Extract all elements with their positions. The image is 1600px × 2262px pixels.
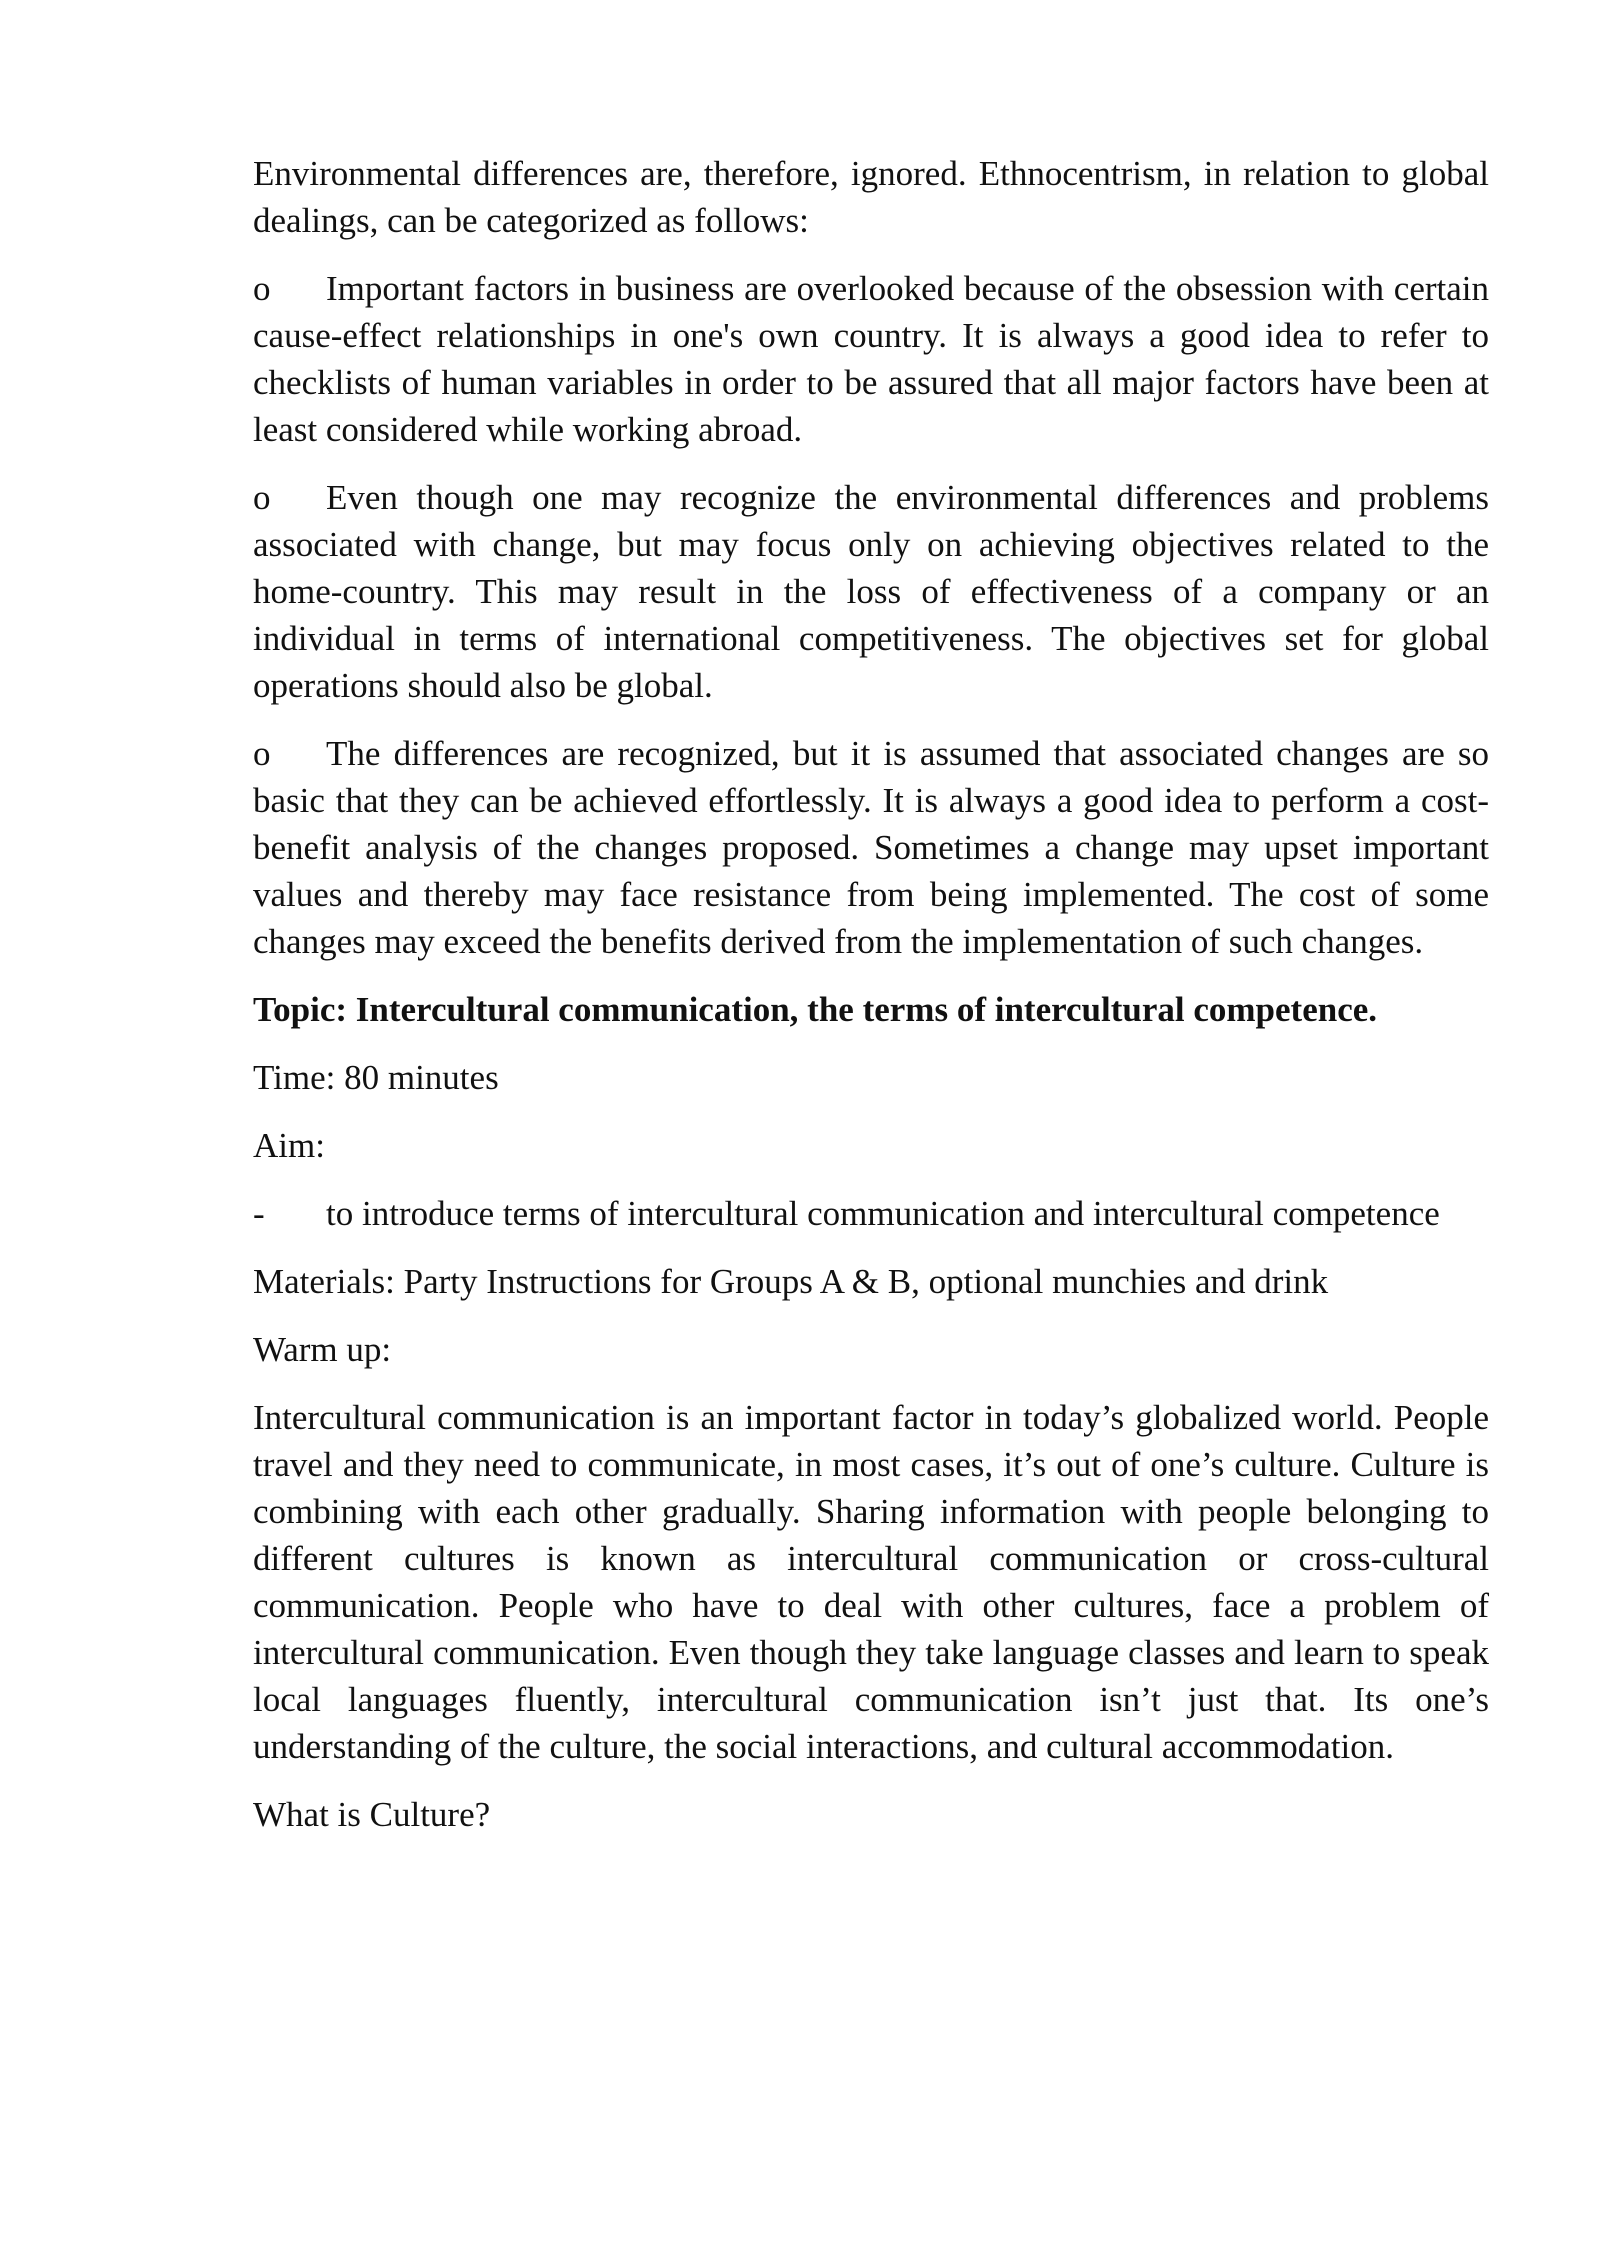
aim-item (253, 1190, 1489, 1237)
bullet-item-3 (253, 730, 1489, 965)
bullet-text: Important factors in business are overlooked because of the obsession with certain cause-effect relationships in one's own country. It is always a good idea to refer to checklists of human variables in order to be assured that all major factors have been at least considered while working abroad. (253, 269, 1489, 449)
bullet-marker: o (253, 269, 271, 308)
topic-heading: Topic: Intercultural communication, the terms of intercultural competence. (253, 990, 1378, 1029)
aim-label: Aim: (253, 1126, 325, 1165)
aim-marker: - (253, 1194, 265, 1233)
materials-line: Materials: Party Instructions for Groups A & B, optional munchies and drink (253, 1262, 1329, 1301)
document-page (253, 150, 1489, 1859)
bullet-text: The differences are recognized, but it is assumed that associated changes are so basic that they can be achieved effortlessly. It is always a good idea to perform a cost-benefit analysis of the changes proposed. Sometimes a change may upset important values and thereby may face resistance from being implemented. The cost of some changes may exceed the benefits derived from the implementation of such changes. (253, 734, 1489, 961)
aim-text: to introduce terms of intercultural communication and intercultural competence (326, 1194, 1440, 1233)
bullet-marker: o (253, 478, 271, 517)
bullet-marker: o (253, 734, 271, 773)
bullet-item-1 (253, 265, 1489, 453)
intro-paragraph: Environmental differences are, therefore, ignored. Ethnocentrism, in relation to global dealings, can be categorized as follows: (253, 154, 1489, 240)
time-line: Time: 80 minutes (253, 1058, 499, 1097)
bullet-text: Even though one may recognize the environmental differences and problems associated with change, but may focus only on achieving objectives related to the home-country. This may result in the loss of effectiveness of a company or an individual in terms of international competitiveness. The objectives set for global operations should also be global. (253, 478, 1489, 705)
warmup-label: Warm up: (253, 1330, 392, 1369)
warmup-paragraph: Intercultural communication is an important factor in today’s globalized world. People travel and they need to communicate, in most cases, it’s out of one’s culture. Culture is combining with each other gradually. Sharing information with people belonging to different cultures is known as intercultural communication or cross-cultural communication. People who have to deal with other cultures, face a problem of intercultural communication. Even though they take language classes and learn to speak local languages fluently, intercultural communication isn’t just that. Its one’s understanding of the culture, the social interactions, and cultural accommodation. (253, 1398, 1489, 1766)
culture-question: What is Culture? (253, 1795, 491, 1834)
bullet-item-2 (253, 474, 1489, 709)
